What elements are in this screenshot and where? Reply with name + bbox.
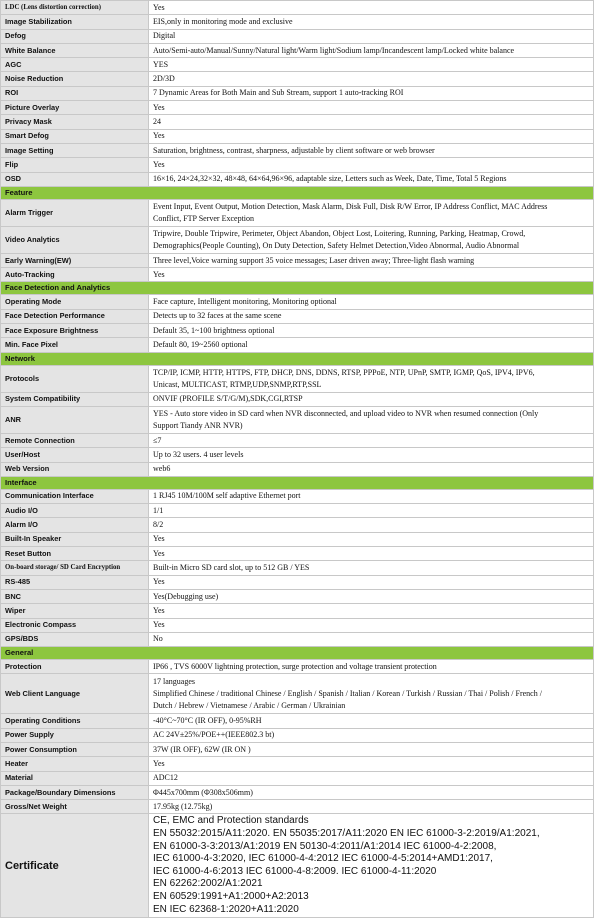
spec-row-operating-conditions: [1, 714, 594, 728]
spec-label: ROI: [1, 86, 149, 100]
spec-value-line: Φ445x700mm (Φ308x506mm): [153, 787, 253, 797]
spec-label: Image Stabilization: [1, 15, 149, 29]
spec-value: [149, 618, 594, 632]
spec-value: [149, 392, 594, 406]
section-title: Feature: [1, 186, 594, 199]
spec-row-audio-i-o: [1, 504, 594, 518]
spec-value-line: IP66 , TVS 6000V lightning protection, surge protection and voltage transient protection: [153, 661, 437, 671]
spec-value-line: 16×16, 24×24,32×32, 48×48, 64×64,96×96, adaptable size, Letters such as Week, Date, Time, Total 5 Regions: [153, 174, 507, 184]
spec-label: ANR: [1, 406, 149, 433]
spec-value-line: Three level,Voice warning support 35 voice messages; Laser driven away; Three-light flash warning: [153, 255, 475, 265]
spec-row-gps-bds: [1, 632, 594, 646]
spec-value: [149, 253, 594, 267]
spec-row-defog: [1, 29, 594, 43]
spec-value-line: No: [153, 634, 163, 644]
spec-label: On-board storage/ SD Card Encryption: [1, 561, 149, 575]
spec-value-line: -40°C~70°C (IR OFF), 0-95%RH: [153, 716, 262, 726]
spec-label: Flip: [1, 158, 149, 172]
spec-value-line: EN 60529:1991+A1:2000+A2:2013: [153, 891, 309, 903]
spec-value-line: 8/2: [153, 520, 164, 530]
spec-value: [149, 172, 594, 186]
spec-label: Gross/Net Weight: [1, 800, 149, 814]
spec-value: [149, 115, 594, 129]
spec-value: [149, 660, 594, 674]
spec-row-smart-defog: [1, 129, 594, 143]
spec-value-line: AC 24V±25%/POE++(IEEE802.3 bt): [153, 730, 275, 740]
spec-value: [149, 406, 594, 433]
spec-value: [149, 462, 594, 476]
spec-value-line: web6: [153, 464, 171, 474]
spec-label: OSD: [1, 172, 149, 186]
spec-row-picture-overlay: [1, 101, 594, 115]
spec-row-image-stabilization: [1, 15, 594, 29]
spec-value: [149, 226, 594, 253]
spec-row-image-setting: [1, 143, 594, 157]
spec-value: [149, 338, 594, 352]
spec-value-line: Yes: [153, 534, 165, 544]
spec-value: [149, 143, 594, 157]
section-title: Interface: [1, 476, 594, 489]
spec-value: [149, 589, 594, 603]
spec-value-line: EN IEC 62368-1:2020+A11:2020: [153, 903, 299, 915]
spec-label: Defog: [1, 29, 149, 43]
spec-value-line: Saturation, brightness, contrast, sharpness, adjustable by client software or web browser: [153, 145, 435, 155]
spec-label: AGC: [1, 58, 149, 72]
spec-value-line: Demographics(People Counting), On Duty Detection, Safety Helmet Detection,Video Abnormal, Audio Abnormal: [153, 240, 520, 250]
spec-value: [149, 58, 594, 72]
spec-value: [149, 86, 594, 100]
spec-label: Protocols: [1, 365, 149, 392]
spec-row-gross-net-weight: [1, 800, 594, 814]
spec-label: RS-485: [1, 575, 149, 589]
spec-label: Video Analytics: [1, 226, 149, 253]
spec-value-line: Built-in Micro SD card slot, up to 512 GB / YES: [153, 562, 310, 572]
spec-value-line: Dutch / Hebrew / Vietnamese / Arabic / German / Ukrainian: [153, 700, 346, 710]
spec-row-communication-interface: [1, 489, 594, 503]
spec-value-line: Yes: [153, 577, 165, 587]
spec-label: Face Exposure Brightness: [1, 324, 149, 338]
spec-value-line: Yes: [153, 131, 165, 141]
spec-value-line: Yes: [153, 548, 165, 558]
spec-value: [149, 199, 594, 226]
spec-value-line: 24: [153, 117, 161, 127]
spec-label: Noise Reduction: [1, 72, 149, 86]
spec-label: Reset Button: [1, 547, 149, 561]
spec-label: Operating Conditions: [1, 714, 149, 728]
section-title: Face Detection and Analytics: [1, 282, 594, 295]
spec-row-certificate: [1, 814, 594, 918]
spec-row-auto-tracking: [1, 268, 594, 282]
spec-value: [149, 532, 594, 546]
spec-label: GPS/BDS: [1, 632, 149, 646]
spec-value: [149, 433, 594, 447]
spec-label: Heater: [1, 757, 149, 771]
section-header-network: [1, 352, 594, 365]
spec-value: [149, 15, 594, 29]
spec-value: [149, 674, 594, 714]
spec-value-line: Default 80, 19~2560 optional: [153, 339, 248, 349]
spec-label: Web Version: [1, 462, 149, 476]
spec-row-early-warning-ew: [1, 253, 594, 267]
spec-value-line: 1/1: [153, 505, 164, 515]
spec-value: [149, 448, 594, 462]
spec-label: Power Consumption: [1, 742, 149, 756]
spec-value: [149, 43, 594, 57]
spec-label: Auto-Tracking: [1, 268, 149, 282]
spec-row-agc: [1, 58, 594, 72]
spec-row-web-client-language: [1, 674, 594, 714]
spec-value-line: EN 61000-3-3:2013/A1:2019 EN 50130-4:2011/A1:2014 IEC 61000-4-2:2008,: [153, 840, 497, 852]
spec-value: [149, 632, 594, 646]
spec-label: User/Host: [1, 448, 149, 462]
spec-row-protection: [1, 660, 594, 674]
spec-value-line: Face capture, Intelligent monitoring, Monitoring optional: [153, 297, 337, 307]
spec-value-line: EIS,only in monitoring mode and exclusive: [153, 16, 293, 26]
spec-label: LDC (Lens distortion correction): [1, 1, 149, 15]
spec-label: Power Supply: [1, 728, 149, 742]
spec-row-osd: [1, 172, 594, 186]
spec-value-line: Yes(Debugging use): [153, 591, 219, 601]
spec-row-material: [1, 771, 594, 785]
spec-value-line: Yes: [153, 620, 165, 630]
spec-value: [149, 604, 594, 618]
spec-value-line: EN 62262:2002/A1:2021: [153, 878, 263, 890]
spec-row-face-exposure-brightness: [1, 324, 594, 338]
section-title: General: [1, 647, 594, 660]
spec-row-electronic-compass: [1, 618, 594, 632]
spec-value: [149, 158, 594, 172]
spec-value: [149, 547, 594, 561]
section-header-interface: [1, 476, 594, 489]
spec-label: Alarm Trigger: [1, 199, 149, 226]
spec-value-line: Yes: [153, 102, 165, 112]
spec-table-body: [1, 1, 594, 918]
spec-value: [149, 504, 594, 518]
spec-value: [149, 575, 594, 589]
spec-label: Audio I/O: [1, 504, 149, 518]
spec-row-alarm-i-o: [1, 518, 594, 532]
spec-value: [149, 728, 594, 742]
spec-label: Protection: [1, 660, 149, 674]
spec-row-anr: [1, 406, 594, 433]
spec-row-user-host: [1, 448, 594, 462]
spec-label: Built-In Speaker: [1, 532, 149, 546]
spec-value-line: 37W (IR OFF), 62W (IR ON ): [153, 744, 251, 754]
spec-row-wiper: [1, 604, 594, 618]
spec-value-line: 17 languages: [153, 676, 195, 686]
spec-label: Image Setting: [1, 143, 149, 157]
spec-value-line: Yes: [153, 269, 165, 279]
spec-row-power-consumption: [1, 742, 594, 756]
spec-value: [149, 29, 594, 43]
spec-label: Alarm I/O: [1, 518, 149, 532]
spec-value: [149, 757, 594, 771]
spec-value-line: 1 RJ45 10M/100M self adaptive Ethernet port: [153, 491, 301, 501]
spec-row-face-detection-performance: [1, 309, 594, 323]
spec-row-roi: [1, 86, 594, 100]
spec-value-line: Auto/Semi-auto/Manual/Sunny/Natural light/Warm light/Sodium lamp/Incandescent lamp/Locked white balance: [153, 45, 515, 55]
spec-row-ldc-lens-distortion-correction: [1, 1, 594, 15]
spec-row-remote-connection: [1, 433, 594, 447]
spec-value-line: Event Input, Event Output, Motion Detection, Mask Alarm, Disk Full, Disk R/W Error, IP Address Conflict, MAC Address: [153, 201, 548, 211]
spec-row-noise-reduction: [1, 72, 594, 86]
spec-value: [149, 268, 594, 282]
spec-label: Privacy Mask: [1, 115, 149, 129]
spec-row-white-balance: [1, 43, 594, 57]
spec-label: Remote Connection: [1, 433, 149, 447]
spec-row-system-compatibility: [1, 392, 594, 406]
spec-label: Picture Overlay: [1, 101, 149, 115]
spec-value: [149, 1, 594, 15]
section-header-general: [1, 647, 594, 660]
spec-row-video-analytics: [1, 226, 594, 253]
spec-value-line: YES - Auto store video in SD card when NVR disconnected, and upload video to NVR when resumed connection (Only: [153, 408, 539, 418]
spec-value-line: IEC 61000-4-3:2020, IEC 61000-4-4:2012 IEC 61000-4-5:2014+AMD1:2017,: [153, 853, 493, 865]
spec-value-line: Yes: [153, 605, 165, 615]
section-header-feature: [1, 186, 594, 199]
spec-value: [149, 489, 594, 503]
spec-value-line: Support Tiandy ANR NVR): [153, 420, 243, 430]
spec-row-power-supply: [1, 728, 594, 742]
spec-row-heater: [1, 757, 594, 771]
spec-value-line: Simplified Chinese / traditional Chinese / English / Spanish / Italian / Korean / Turkish / Russian / Thai / Polish / French /: [153, 688, 542, 698]
spec-label: Package/Boundary Dimensions: [1, 785, 149, 799]
spec-value: [149, 714, 594, 728]
spec-value-line: TCP/IP, ICMP, HTTP, HTTPS, FTP, DHCP, DNS, DDNS, RTSP, PPPoE, NTP, UPnP, SMTP, IGMP, QoS, IPV4, IPV6,: [153, 367, 535, 377]
spec-value-line: Detects up to 32 faces at the same scene: [153, 311, 282, 321]
spec-value: [149, 771, 594, 785]
spec-value: [149, 129, 594, 143]
spec-row-min-face-pixel: [1, 338, 594, 352]
spec-value-line: IEC 61000-4-6:2013 IEC 61000-4-8:2009. IEC 61000-4-11:2020: [153, 865, 437, 877]
spec-value: [149, 324, 594, 338]
spec-label: Smart Defog: [1, 129, 149, 143]
spec-label: Face Detection Performance: [1, 309, 149, 323]
spec-value-line: Tripwire, Double Tripwire, Perimeter, Object Abandon, Object Lost, Loitering, Running, Parking, Heatmap, Crowd,: [153, 228, 526, 238]
spec-value: [149, 309, 594, 323]
spec-value-line: Yes: [153, 2, 165, 12]
spec-value-line: Yes: [153, 159, 165, 169]
spec-label: White Balance: [1, 43, 149, 57]
spec-value: [149, 518, 594, 532]
spec-row-flip: [1, 158, 594, 172]
spec-value-line: Digital: [153, 31, 176, 41]
spec-label: Early Warning(EW): [1, 253, 149, 267]
spec-value: [149, 800, 594, 814]
spec-label: Electronic Compass: [1, 618, 149, 632]
spec-value: [149, 101, 594, 115]
spec-label: System Compatibility: [1, 392, 149, 406]
spec-row-built-in-speaker: [1, 532, 594, 546]
spec-value-line: ADC12: [153, 773, 178, 783]
spec-value: [149, 785, 594, 799]
section-title: Network: [1, 352, 594, 365]
spec-label: Material: [1, 771, 149, 785]
spec-row-operating-mode: [1, 295, 594, 309]
spec-value-line: Yes: [153, 758, 165, 768]
spec-value-line: 17.95kg (12.75kg): [153, 801, 213, 811]
spec-value-line: ONVIF (PROFILE S/T/G/M),SDK,CGI,RTSP: [153, 394, 303, 404]
spec-label: Min. Face Pixel: [1, 338, 149, 352]
spec-value-line: Unicast, MULTICAST, RTMP,UDP,SNMP,RTP,SSL: [153, 379, 322, 389]
spec-label: BNC: [1, 589, 149, 603]
spec-value: [149, 72, 594, 86]
spec-row-bnc: [1, 589, 594, 603]
spec-value: [149, 295, 594, 309]
spec-row-alarm-trigger: [1, 199, 594, 226]
spec-value-line: 2D/3D: [153, 74, 175, 84]
spec-label: Communication Interface: [1, 489, 149, 503]
spec-value-line: ≤7: [153, 435, 162, 445]
spec-row-protocols: [1, 365, 594, 392]
spec-row-privacy-mask: [1, 115, 594, 129]
spec-row-package-boundary-dimensions: [1, 785, 594, 799]
spec-value-line: Up to 32 users. 4 user levels: [153, 449, 244, 459]
spec-label: Certificate: [1, 814, 149, 918]
spec-label: Web Client Language: [1, 674, 149, 714]
spec-row-rs-485: [1, 575, 594, 589]
spec-value: [149, 814, 594, 918]
spec-value: [149, 742, 594, 756]
section-header-face-detection-and-analytics: [1, 282, 594, 295]
spec-value-line: 7 Dynamic Areas for Both Main and Sub Stream, support 1 auto-tracking ROI: [153, 88, 404, 98]
spec-row-reset-button: [1, 547, 594, 561]
spec-row-on-board-storage-sd-card-encryption: [1, 561, 594, 575]
spec-value-line: YES: [153, 59, 169, 69]
spec-value: [149, 365, 594, 392]
spec-value-line: EN 55032:2015/A11:2020. EN 55035:2017/A11:2020 EN IEC 61000-3-2:2019/A1:2021,: [153, 828, 540, 840]
spec-value-line: CE, EMC and Protection standards: [153, 815, 309, 827]
spec-value: [149, 561, 594, 575]
spec-row-web-version: [1, 462, 594, 476]
spec-value-line: Conflict, FTP Server Exception: [153, 213, 255, 223]
spec-value-line: Default 35, 1~100 brightness optional: [153, 325, 275, 335]
spec-label: Wiper: [1, 604, 149, 618]
spec-label: Operating Mode: [1, 295, 149, 309]
